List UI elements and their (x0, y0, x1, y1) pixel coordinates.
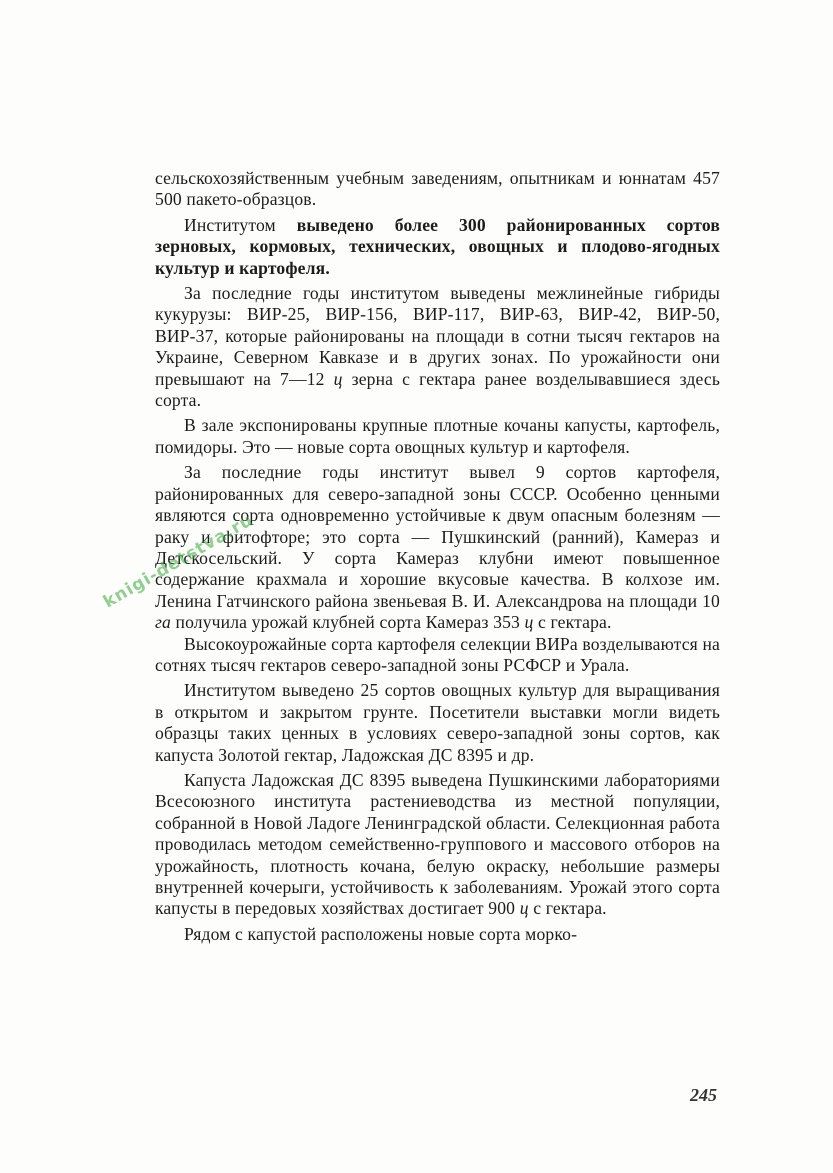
paragraph-intro-continued (155, 168, 720, 211)
paragraph-bold-text: выведено более 300 районированных сортов зерновых, кормовых, технических, овощных и плодово-ягодных культур и картофеля. (155, 214, 721, 278)
paragraph-text: с гектара. (533, 612, 612, 633)
page-text (155, 168, 720, 945)
paragraph-exhibition-hall (155, 415, 720, 458)
paragraph-text: зерна с гектара ранее возделывавшиеся здесь сорта. (155, 368, 720, 411)
paragraph-institute-varieties (155, 215, 720, 279)
paragraph-corn-hybrids (155, 283, 720, 411)
paragraph-text: В зале экспонированы крупные плотные кочаны капусты, картофель, помидоры. Это — новые сорта овощных культур и картофеля. (155, 415, 720, 457)
paragraph-ladozhskaya-cabbage (155, 770, 720, 920)
unit-text: га (155, 612, 171, 633)
page-number: 245 (690, 1085, 717, 1105)
unit-text: ц (333, 368, 343, 389)
paragraph-text: Институтом выведено 25 сортов овощных культур для выращивания в открытом и закрытом грунте. Посетители выставки могли видеть образцы таких ценных в условиях северо-западной зоны сортов, как капуста Золотой гектар, Ладожская ДС 8395 и др. (155, 680, 720, 765)
paragraph-text: получила урожай клубней сорта Камераз 353 (170, 612, 525, 633)
paragraph-vir-potatoes (155, 634, 720, 677)
paragraph-text: Институтом (184, 214, 297, 235)
paragraph-text: Высокоурожайные сорта картофеля селекции ВИРа возделываются на сотнях тысяч гектаров северо-западной зоны РСФСР и Урала. (155, 633, 720, 675)
paragraph-text: Капуста Ладожская ДС 8395 выведена Пушкинскими лабораториями Всесоюзного института растениеводства из местной популяции, собранной в Новой Ладоге Ленинградской области. Селекционная работа проводилась методом семейственно-группового и массового отборов на урожайность, плотность кочана, белую окраску, небольшие размеры внутренней кочерыги, устойчивость к заболеваниям. Урожай этого сорта капусты в передовых хозяйствах достигает 900 (155, 769, 720, 919)
unit-text: ц (524, 612, 534, 633)
paragraph-text: Рядом с капустой расположены новые сорта морко- (184, 923, 578, 944)
watermark: knigi-detstva.ru (100, 510, 258, 613)
paragraph-text: сельскохозяйственным учебным заведениям, опытникам и юннатам 457 500 пакето-образцов. (155, 168, 720, 210)
paragraph-potato-varieties (155, 462, 720, 633)
paragraph-text: с гектара. (528, 898, 607, 919)
paragraph-text: За последние годы институт вывел 9 сортов картофеля, районированных для северо-западной зоны СССР. Особенно ценными являются сорта одновременно устойчивые к двум опасным болезням — раку и фитофторе; это сорта — Пушкинский (ранний), Камераз и Детскосельский. У сорта Камераз клубни имеют повышенное содержание крахмала и хорошие вкусовые качества. В колхозе им. Ленина Гатчинского района звеньевая В. И. Александрова на площади 10 (155, 462, 720, 611)
paragraph-carrot-varieties (155, 924, 720, 945)
paragraph-vegetable-varieties (155, 680, 720, 766)
paragraph-text: За последние годы институтом выведены межлинейные гибриды кукурузы: ВИР-25, ВИР-156, ВИР-117, ВИР-63, ВИР-42, ВИР-50, ВИР-37, которые районированы на площади в сотни тысяч гектаров на Украине, Северном Кавказе и в других зонах. По урожайности они превышают на 7—12 (155, 283, 720, 389)
unit-text: ц (519, 898, 529, 919)
